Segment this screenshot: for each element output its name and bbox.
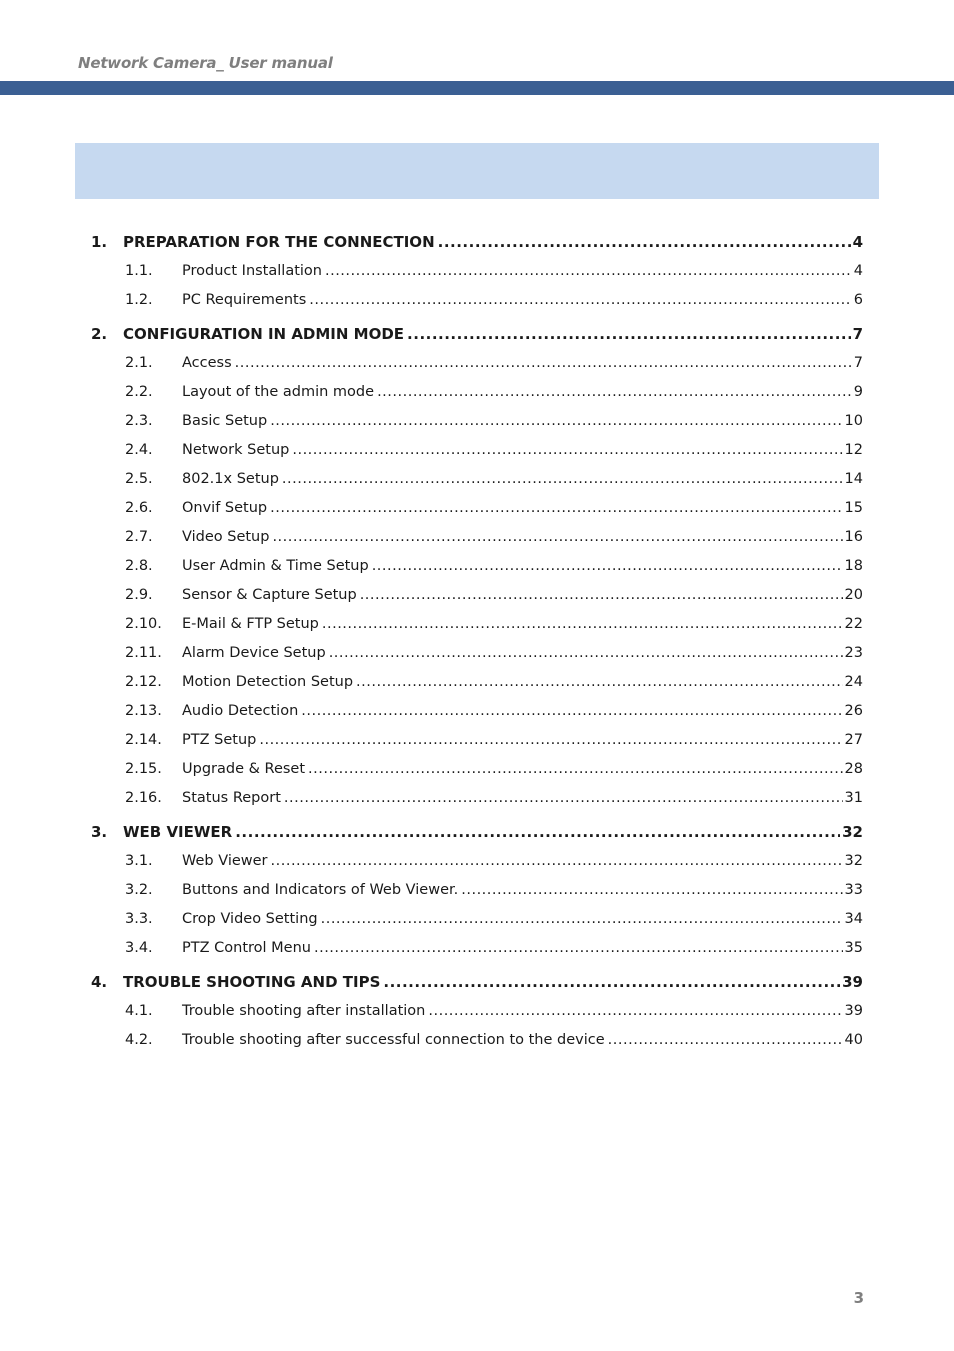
toc-entry-title: Trouble shooting after successful connection to the device xyxy=(182,1032,605,1048)
toc-entry-title: Audio Detection xyxy=(182,703,299,719)
toc-dot-leader xyxy=(259,726,842,755)
toc-entry-number: 3.4. xyxy=(125,940,153,956)
toc-entry-number: 2.5. xyxy=(125,471,153,487)
toc-entry-number: 2.2. xyxy=(125,384,153,400)
toc-entry-title: Web Viewer xyxy=(182,853,268,869)
toc-entry-number: 1. xyxy=(91,233,108,251)
toc-section-row[interactable] xyxy=(91,378,863,407)
toc-section-row[interactable] xyxy=(91,436,863,465)
toc-dot-leader xyxy=(235,818,840,847)
toc-entry-title: PTZ Control Menu xyxy=(182,940,311,956)
toc-section-row[interactable] xyxy=(91,581,863,610)
toc-entry-number: 2.1. xyxy=(125,355,153,371)
toc-entry-page: 12 xyxy=(844,442,863,458)
toc-entry-page: 28 xyxy=(844,761,863,777)
toc-section-row[interactable] xyxy=(91,876,863,905)
toc-entry-title: E-Mail & FTP Setup xyxy=(182,616,319,632)
toc-section-row[interactable] xyxy=(91,1026,863,1055)
toc-entry-number: 2.16. xyxy=(125,790,162,806)
toc-section-row[interactable] xyxy=(91,784,863,813)
toc-entry-number: 1.2. xyxy=(125,292,153,308)
toc-dot-leader xyxy=(360,581,843,610)
toc-dot-leader xyxy=(325,257,852,286)
toc-entry-page: 7 xyxy=(852,325,863,343)
toc-entry-page: 14 xyxy=(844,471,863,487)
toc-title-band xyxy=(75,143,879,199)
toc-entry-page: 4 xyxy=(853,263,863,279)
toc-entry-number: 3.2. xyxy=(125,882,153,898)
toc-entry-page: 16 xyxy=(844,529,863,545)
toc-section-row[interactable] xyxy=(91,349,863,378)
toc-entry-title: Upgrade & Reset xyxy=(182,761,306,777)
toc-dot-leader xyxy=(461,876,842,905)
toc-dot-leader xyxy=(314,934,843,963)
toc-chapter-row[interactable] xyxy=(91,818,863,847)
toc-entry-page: 32 xyxy=(844,853,863,869)
toc-entry-number: 3.3. xyxy=(125,911,153,927)
toc-entry-page: 34 xyxy=(844,911,863,927)
toc-dot-leader xyxy=(308,755,843,784)
toc-entry-title: CONFIGURATION IN ADMIN MODE xyxy=(123,325,405,343)
toc-entry-number: 4.2. xyxy=(125,1032,153,1048)
toc-dot-leader xyxy=(428,997,842,1026)
toc-section-row[interactable] xyxy=(91,997,863,1026)
toc-chapter-row[interactable] xyxy=(91,228,863,257)
running-header-title: Network Camera_ User manual xyxy=(78,54,333,72)
toc-entry-title: Sensor & Capture Setup xyxy=(182,587,357,603)
toc-entry-page: 9 xyxy=(853,384,863,400)
toc-entry-page: 10 xyxy=(844,413,863,429)
toc-entry-number: 2.3. xyxy=(125,413,153,429)
toc-entry-page: 22 xyxy=(844,616,863,632)
toc-entry-page: 35 xyxy=(844,940,863,956)
toc-entry-number: 4.1. xyxy=(125,1003,153,1019)
toc-entry-page: 4 xyxy=(852,233,863,251)
toc-section-row[interactable] xyxy=(91,905,863,934)
toc-dot-leader xyxy=(438,228,851,257)
toc-entry-number: 4. xyxy=(91,973,108,991)
toc-chapter-row[interactable] xyxy=(91,968,863,997)
toc-section-row[interactable] xyxy=(91,668,863,697)
toc-section-row[interactable] xyxy=(91,407,863,436)
toc-entry-title: Onvif Setup xyxy=(182,500,268,516)
toc-entry-number: 3. xyxy=(91,823,108,841)
toc-entry-title: Crop Video Setting xyxy=(182,911,318,927)
toc-section-row[interactable] xyxy=(91,465,863,494)
toc-entry-title: PC Requirements xyxy=(182,292,307,308)
toc-entry-page: 15 xyxy=(844,500,863,516)
toc-entry-number: 2. xyxy=(91,325,108,343)
toc-section-row[interactable] xyxy=(91,286,863,315)
toc-dot-leader xyxy=(608,1026,843,1055)
toc-section-row[interactable] xyxy=(91,847,863,876)
toc-entry-title: PREPARATION FOR THE CONNECTION xyxy=(123,233,435,251)
toc-entry-page: 39 xyxy=(842,973,863,991)
toc-section-row[interactable] xyxy=(91,610,863,639)
page-number: 3 xyxy=(853,1289,864,1307)
toc-entry-number: 2.10. xyxy=(125,616,162,632)
toc-dot-leader xyxy=(322,610,843,639)
toc-entry-title: WEB VIEWER xyxy=(123,823,233,841)
toc-entry-number: 3.1. xyxy=(125,853,153,869)
toc-entry-page: 27 xyxy=(844,732,863,748)
toc-entry-title: Motion Detection Setup xyxy=(182,674,354,690)
table-of-contents xyxy=(91,228,863,1055)
toc-entry-page: 31 xyxy=(844,790,863,806)
toc-entry-page: 24 xyxy=(844,674,863,690)
toc-entry-title: Product Installation xyxy=(182,263,322,279)
toc-entry-page: 6 xyxy=(853,292,863,308)
toc-entry-page: 40 xyxy=(844,1032,863,1048)
toc-entry-page: 26 xyxy=(844,703,863,719)
toc-entry-page: 32 xyxy=(842,823,863,841)
toc-entry-title: Basic Setup xyxy=(182,413,268,429)
toc-entry-number: 2.7. xyxy=(125,529,153,545)
toc-entry-title: PTZ Setup xyxy=(182,732,257,748)
toc-section-row[interactable] xyxy=(91,697,863,726)
toc-entry-title: Buttons and Indicators of Web Viewer. xyxy=(182,882,459,898)
toc-entry-page: 18 xyxy=(844,558,863,574)
toc-entry-title: User Admin & Time Setup xyxy=(182,558,369,574)
toc-entry-title: Network Setup xyxy=(182,442,290,458)
toc-dot-leader xyxy=(270,407,842,436)
toc-entry-page: 33 xyxy=(844,882,863,898)
toc-entry-title: Alarm Device Setup xyxy=(182,645,326,661)
toc-entry-page: 20 xyxy=(844,587,863,603)
toc-entry-title: 802.1x Setup xyxy=(182,471,279,487)
toc-entry-number: 2.13. xyxy=(125,703,162,719)
toc-dot-leader xyxy=(270,494,842,523)
toc-entry-title: Video Setup xyxy=(182,529,270,545)
toc-section-row[interactable] xyxy=(91,494,863,523)
toc-dot-leader xyxy=(383,968,840,997)
toc-entry-title: Trouble shooting after installation xyxy=(182,1003,426,1019)
toc-dot-leader xyxy=(321,905,843,934)
toc-dot-leader xyxy=(235,349,852,378)
toc-entry-title: Status Report xyxy=(182,790,281,806)
toc-dot-leader xyxy=(271,847,843,876)
toc-dot-leader xyxy=(301,697,842,726)
toc-dot-leader xyxy=(309,286,851,315)
toc-entry-number: 2.8. xyxy=(125,558,153,574)
toc-section-row[interactable] xyxy=(91,639,863,668)
toc-section-row[interactable] xyxy=(91,755,863,784)
toc-dot-leader xyxy=(329,639,843,668)
header-bar xyxy=(0,81,954,95)
toc-dot-leader xyxy=(407,320,851,349)
toc-section-row[interactable] xyxy=(91,726,863,755)
toc-dot-leader xyxy=(282,465,843,494)
toc-dot-leader xyxy=(377,378,852,407)
toc-section-row[interactable] xyxy=(91,257,863,286)
toc-section-row[interactable] xyxy=(91,523,863,552)
toc-entry-title: Access xyxy=(182,355,232,371)
toc-entry-number: 2.9. xyxy=(125,587,153,603)
toc-entry-page: 39 xyxy=(844,1003,863,1019)
toc-dot-leader xyxy=(272,523,842,552)
toc-entry-number: 2.15. xyxy=(125,761,162,777)
toc-dot-leader xyxy=(284,784,843,813)
toc-entry-page: 7 xyxy=(853,355,863,371)
toc-entry-number: 2.12. xyxy=(125,674,162,690)
toc-entry-number: 2.14. xyxy=(125,732,162,748)
toc-chapter-row[interactable] xyxy=(91,320,863,349)
toc-entry-number: 1.1. xyxy=(125,263,153,279)
toc-dot-leader xyxy=(292,436,842,465)
toc-entry-number: 2.4. xyxy=(125,442,153,458)
toc-section-row[interactable] xyxy=(91,552,863,581)
toc-dot-leader xyxy=(372,552,843,581)
toc-dot-leader xyxy=(356,668,843,697)
toc-entry-page: 23 xyxy=(844,645,863,661)
toc-entry-number: 2.6. xyxy=(125,500,153,516)
toc-entry-number: 2.11. xyxy=(125,645,162,661)
toc-section-row[interactable] xyxy=(91,934,863,963)
toc-entry-title: Layout of the admin mode xyxy=(182,384,375,400)
toc-entry-title: TROUBLE SHOOTING AND TIPS xyxy=(123,973,381,991)
